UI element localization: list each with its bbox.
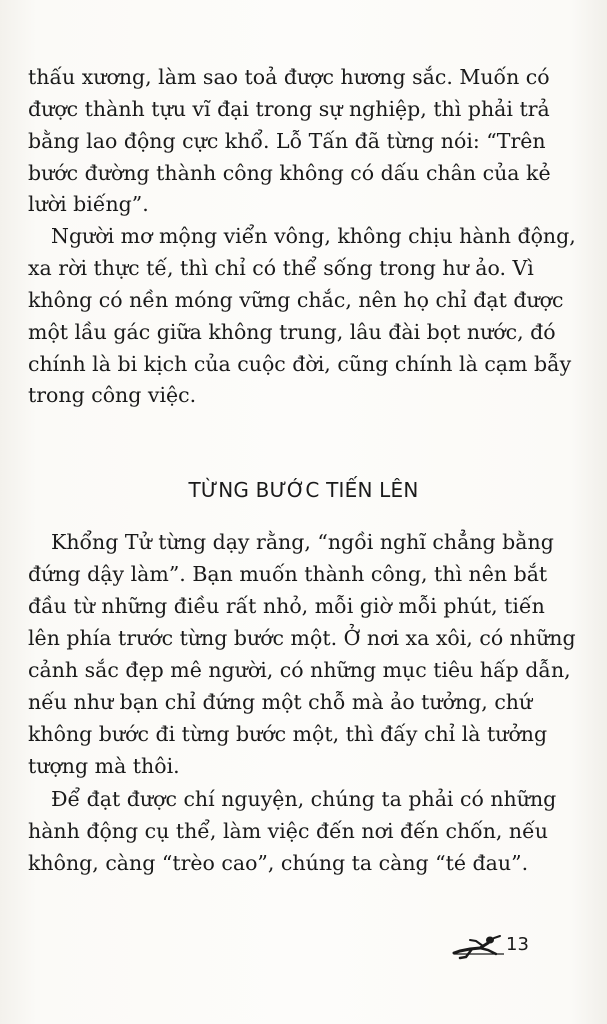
text-line: Người mơ mộng viển vông, không chịu hành động, [51,224,576,248]
text-line: một lầu gác giữa không trung, lâu đài bọt nước, đó [28,320,556,344]
text-line: đứng dậy làm”. Bạn muốn thành công, thì nên bắt [28,562,548,586]
text-line: bằng lao động cực khổ. Lỗ Tấn đã từng nói: “Trên [28,129,546,153]
text-line: lên phía trước từng bước một. Ở nơi xa xôi, có những [28,626,576,650]
text-line: chính là bi kịch của cuộc đời, cũng chính là cạm bẫy [28,352,572,376]
text-line: lười biếng”. [28,192,149,216]
text-line: hành động cụ thể, làm việc đến nơi đến chốn, nếu [28,819,548,843]
text-line: Để đạt được chí nguyện, chúng ta phải có những [51,787,557,811]
page-footer [450,930,560,966]
text-line: xa rời thực tế, thì chỉ có thể sống trong hư ảo. Vì [28,256,534,280]
body-text [28,62,576,942]
text-line: nếu như bạn chỉ đứng một chỗ mà ảo tưởng, chứ [28,690,533,714]
text-line: Khổng Tử từng dạy rằng, “ngồi nghĩ chẳng bằng [51,530,554,554]
text-line: cảnh sắc đẹp mê người, có những mục tiêu hấp dẫn, [28,658,571,682]
text-line: được thành tựu vĩ đại trong sự nghiệp, thì phải trả [28,97,550,121]
section-heading: TỪNG BƯỚC TIẾN LÊN [188,478,419,502]
running-figure-icon [450,932,506,960]
text-line: trong công việc. [28,383,197,407]
text-line: không, càng “trèo cao”, chúng ta càng “té đau”. [28,851,529,875]
text-line: không có nền móng vững chắc, nên họ chỉ đạt được [28,288,564,312]
text-line: không bước đi từng bước một, thì đấy chỉ là tưởng [28,722,548,746]
page-number: 13 [506,934,529,955]
text-line: tượng mà thôi. [28,754,180,778]
text-line: bước đường thành công không có dấu chân của kẻ [28,161,551,185]
text-line: thấu xương, làm sao toả được hương sắc. Muốn có [28,65,550,89]
text-line: đầu từ những điều rất nhỏ, mỗi giờ mỗi phút, tiến [28,594,545,618]
